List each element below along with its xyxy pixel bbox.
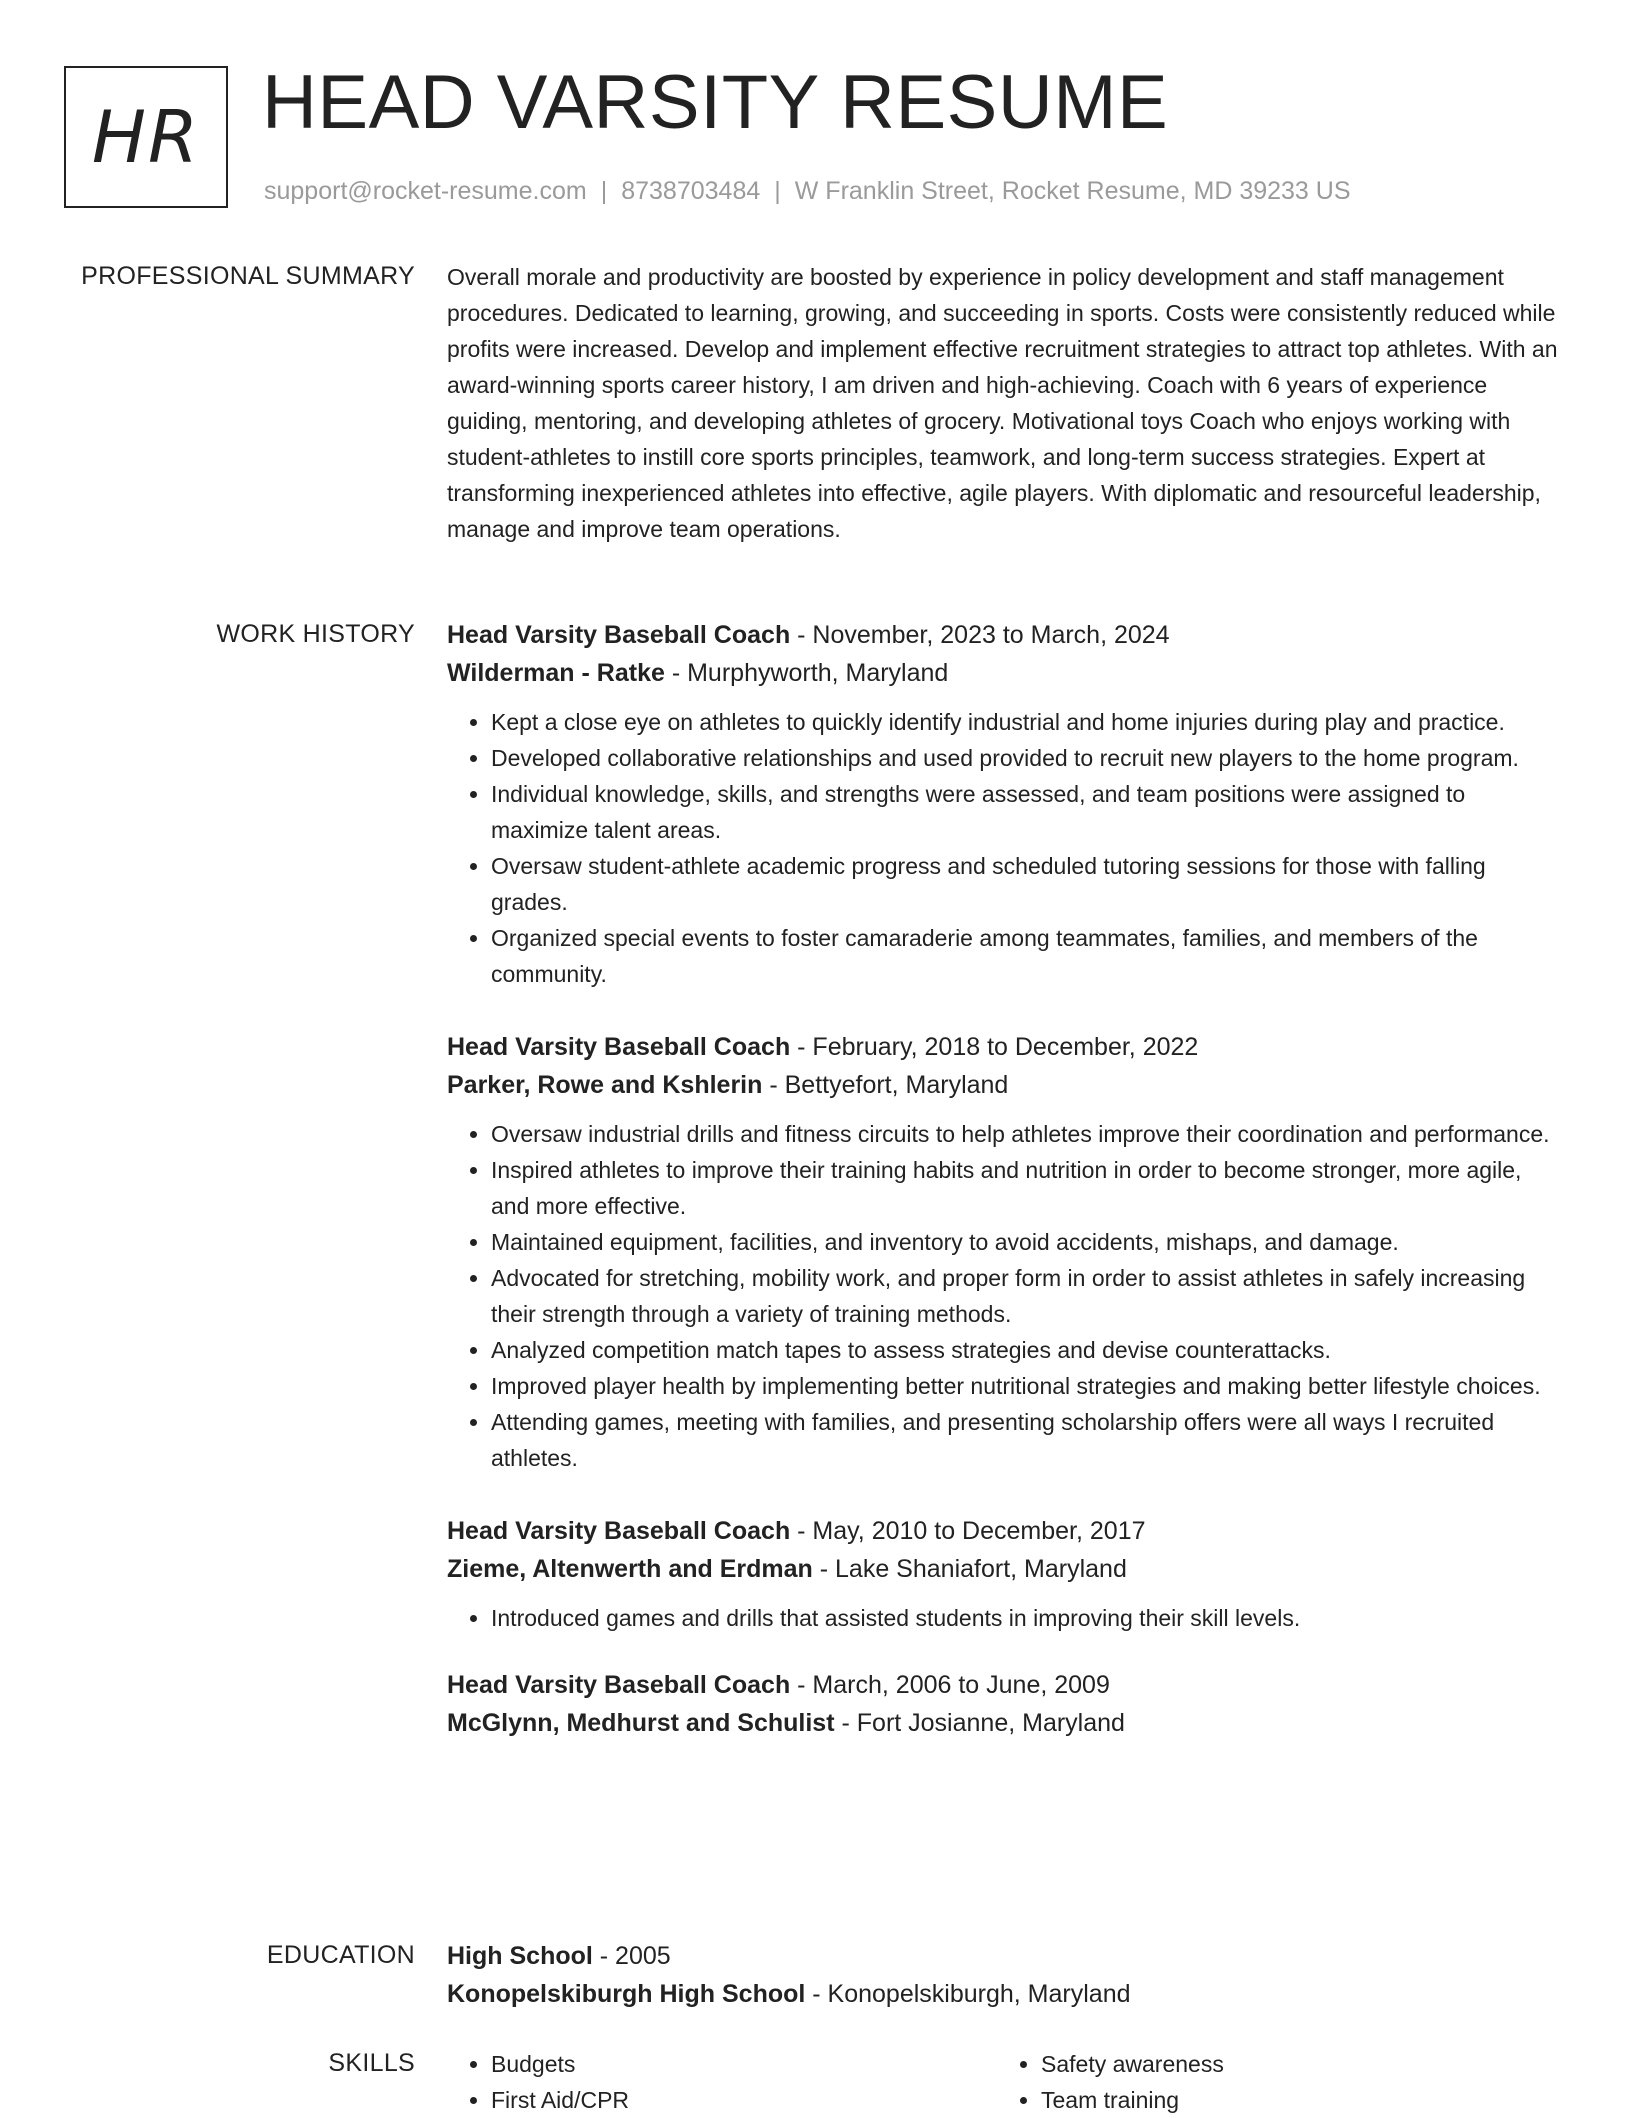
monogram-box (64, 66, 228, 208)
job-bullet: • Organized special events to foster camaraderie among teammates, families, and members of the community. (491, 920, 1562, 992)
job-title: Head Varsity Baseball Coach (447, 1517, 791, 1545)
skills-body (447, 2046, 1562, 2118)
skills-label: SKILLS (328, 2049, 415, 2077)
job-location: - Murphyworth, Maryland (664, 659, 949, 687)
job-bullets (447, 704, 1562, 992)
job-location: - Fort Josianne, Maryland (834, 1709, 1125, 1737)
summary-body (447, 259, 1562, 547)
resume-title: HEAD VARSITY RESUME (262, 60, 1169, 145)
job-dates: - November, 2023 to March, 2024 (790, 621, 1170, 649)
job-bullet: • Developed collaborative relationships and used provided to recruit new players to the home program. (491, 740, 1562, 776)
skill-item: • Team training (1041, 2082, 1547, 2118)
contact-address: W Franklin Street, Rocket Resume, MD 39233 US (794, 177, 1351, 205)
work-history-body (447, 616, 1562, 1742)
job-bullet: • Oversaw industrial drills and fitness circuits to help athletes improve their coordination and performance. (491, 1116, 1562, 1152)
job-title-line (447, 1512, 1562, 1550)
skill-item: • First Aid/CPR (491, 2082, 997, 2118)
job-entry (447, 1512, 1562, 1636)
job-bullet: • Attending games, meeting with families, and presenting scholarship offers were all ways I recruited athletes. (491, 1404, 1562, 1476)
education-year: - 2005 (592, 1942, 671, 1970)
summary-text: Overall morale and productivity are boosted by experience in policy development and staff management procedures. Dedicated to learning, growing, and succeeding in sports. Costs were consistently reduced while profits were increased. Develop and implement effective recruitment strategies to attract top athletes. With an award-winning sports career history, I am driven and high-achieving. Coach with 6 years of experience guiding, mentoring, and developing athletes of grocery. Motivational toys Coach who enjoys working with student-athletes to instill core sports principles, teamwork, and long-term success strategies. Expert at transforming inexperienced athletes into effective, agile players. With diplomatic and resourceful leadership, manage and improve team operations. (447, 264, 1558, 542)
work-history-label: WORK HISTORY (216, 620, 415, 648)
job-company-line (447, 1066, 1562, 1104)
monogram-initials: HR (91, 95, 201, 179)
job-bullet: • Advocated for stretching, mobility work, and proper form in order to assist athletes in safely increasing their strength through a variety of training methods. (491, 1260, 1562, 1332)
summary-label: PROFESSIONAL SUMMARY (81, 262, 415, 290)
job-company: Parker, Rowe and Kshlerin (447, 1071, 763, 1099)
job-title: Head Varsity Baseball Coach (447, 1033, 791, 1061)
skill-item: • Budgets (491, 2046, 997, 2082)
job-dates: - May, 2010 to December, 2017 (790, 1517, 1146, 1545)
job-location: - Lake Shaniafort, Maryland (812, 1555, 1127, 1583)
job-bullet: • Analyzed competition match tapes to assess strategies and devise counterattacks. (491, 1332, 1562, 1368)
job-entry (447, 1666, 1562, 1742)
education-location: - Konopelskiburgh, Maryland (805, 1980, 1131, 2008)
education-label: EDUCATION (266, 1941, 415, 1969)
contact-email: support@rocket-resume.com (264, 177, 587, 205)
job-company-line (447, 654, 1562, 692)
job-bullet: • Kept a close eye on athletes to quickly identify industrial and home injuries during play and practice. (491, 704, 1562, 740)
education-body (447, 1937, 1562, 2013)
contact-phone: 8738703484 (621, 177, 761, 205)
job-bullet: • Improved player health by implementing better nutritional strategies and making better lifestyle choices. (491, 1368, 1562, 1404)
job-title: Head Varsity Baseball Coach (447, 621, 791, 649)
job-bullets (447, 1600, 1562, 1636)
job-location: - Bettyefort, Maryland (762, 1071, 1009, 1099)
job-bullet: • Introduced games and drills that assisted students in improving their skill levels. (491, 1600, 1562, 1636)
job-bullet: • Inspired athletes to improve their training habits and nutrition in order to become stronger, more agile, and more effective. (491, 1152, 1562, 1224)
job-company: Wilderman - Ratke (447, 659, 665, 687)
skill-item: • Safety awareness (1041, 2046, 1547, 2082)
job-bullet: • Oversaw student-athlete academic progress and scheduled tutoring sessions for those with falling grades. (491, 848, 1562, 920)
job-company: Zieme, Altenwerth and Erdman (447, 1555, 813, 1583)
job-company-line (447, 1704, 1562, 1742)
job-dates: - March, 2006 to June, 2009 (790, 1671, 1110, 1699)
job-entry (447, 1028, 1562, 1476)
education-degree: High School (447, 1942, 593, 1970)
skills-list-left (447, 2046, 997, 2118)
job-company: McGlynn, Medhurst and Schulist (447, 1709, 835, 1737)
education-school-line (447, 1975, 1562, 2013)
job-entry (447, 616, 1562, 992)
job-title: Head Varsity Baseball Coach (447, 1671, 791, 1699)
job-title-line (447, 1666, 1562, 1704)
job-bullet: • Maintained equipment, facilities, and inventory to avoid accidents, mishaps, and damage. (491, 1224, 1562, 1260)
job-bullets (447, 1116, 1562, 1476)
skills-list-right (997, 2046, 1547, 2118)
job-title-line (447, 616, 1562, 654)
contact-separator: | (774, 177, 781, 205)
job-dates: - February, 2018 to December, 2022 (790, 1033, 1199, 1061)
job-title-line (447, 1028, 1562, 1066)
job-company-line (447, 1550, 1562, 1588)
contact-separator: | (600, 177, 608, 205)
job-bullet: • Individual knowledge, skills, and strengths were assessed, and team positions were assigned to maximize talent areas. (491, 776, 1562, 848)
education-school: Konopelskiburgh High School (447, 1980, 806, 2008)
contact-line (264, 174, 1351, 208)
skills-grid (447, 2046, 1562, 2118)
education-degree-line (447, 1937, 1562, 1975)
